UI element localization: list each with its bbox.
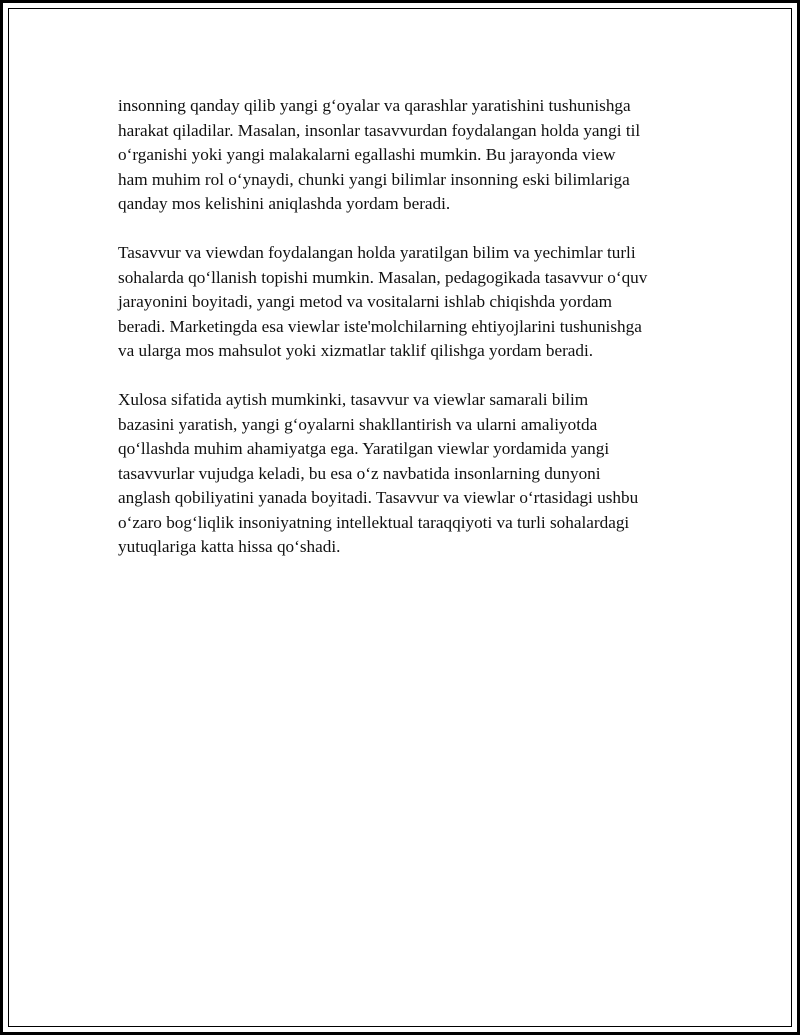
text-line: jarayonini boyitadi, yangi metod va vositalarni ishlab chiqishda yordam — [118, 292, 613, 311]
text-line: o‘zaro bog‘liqlik insoniyatning intellektual taraqqiyoti va turli sohalardagi — [118, 512, 630, 532]
text-line: Tasavvur va viewdan foydalangan holda yaratilgan bilim va yechimlar turli — [118, 243, 636, 262]
text-line: harakat qiladilar. Masalan, insonlar tasavvurdan foydalangan holda yangi til — [118, 120, 641, 140]
text-line: yutuqlariga katta hissa qo‘shadi. — [118, 537, 341, 556]
text-line: o‘rganishi yoki yangi malakalarni egallashi mumkin. Bu jarayonda view — [118, 145, 616, 164]
text-line: anglash qobiliyatini yanada boyitadi. Tasavvur va viewlar o‘rtasidagi ushbu — [118, 488, 639, 507]
text-line: sohalarda qo‘llanish topishi mumkin. Masalan, pedagogikada tasavvur o‘quv — [118, 267, 648, 287]
text-line: Xulosa sifatida aytish mumkinki, tasavvur va viewlar samarali bilim — [118, 390, 589, 409]
document-body — [118, 94, 708, 584]
text-line: qo‘llashda muhim ahamiyatga ega. Yaratilgan viewlar yordamida yangi — [118, 439, 610, 458]
paragraph-2 — [118, 241, 708, 364]
paragraph-3 — [118, 388, 708, 560]
text-line: qanday mos kelishini aniqlashda yordam beradi. — [118, 194, 451, 213]
text-line: bazasini yaratish, yangi g‘oyalarni shakllantirish va ularni amaliyotda — [118, 414, 598, 434]
paragraph-1 — [118, 94, 708, 217]
text-line: insonning qanday qilib yangi g‘oyalar va qarashlar yaratishini tushunishga — [118, 96, 631, 115]
text-line: ham muhim rol o‘ynaydi, chunki yangi bilimlar insonning eski bilimlariga — [118, 169, 630, 189]
text-line: va ularga mos mahsulot yoki xizmatlar taklif qilishga yordam beradi. — [118, 341, 594, 360]
text-line: beradi. Marketingda esa viewlar iste'molchilarning ehtiyojlarini tushunishga — [118, 316, 642, 336]
text-line: tasavvurlar vujudga keladi, bu esa o‘z navbatida insonlarning dunyoni — [118, 463, 601, 483]
